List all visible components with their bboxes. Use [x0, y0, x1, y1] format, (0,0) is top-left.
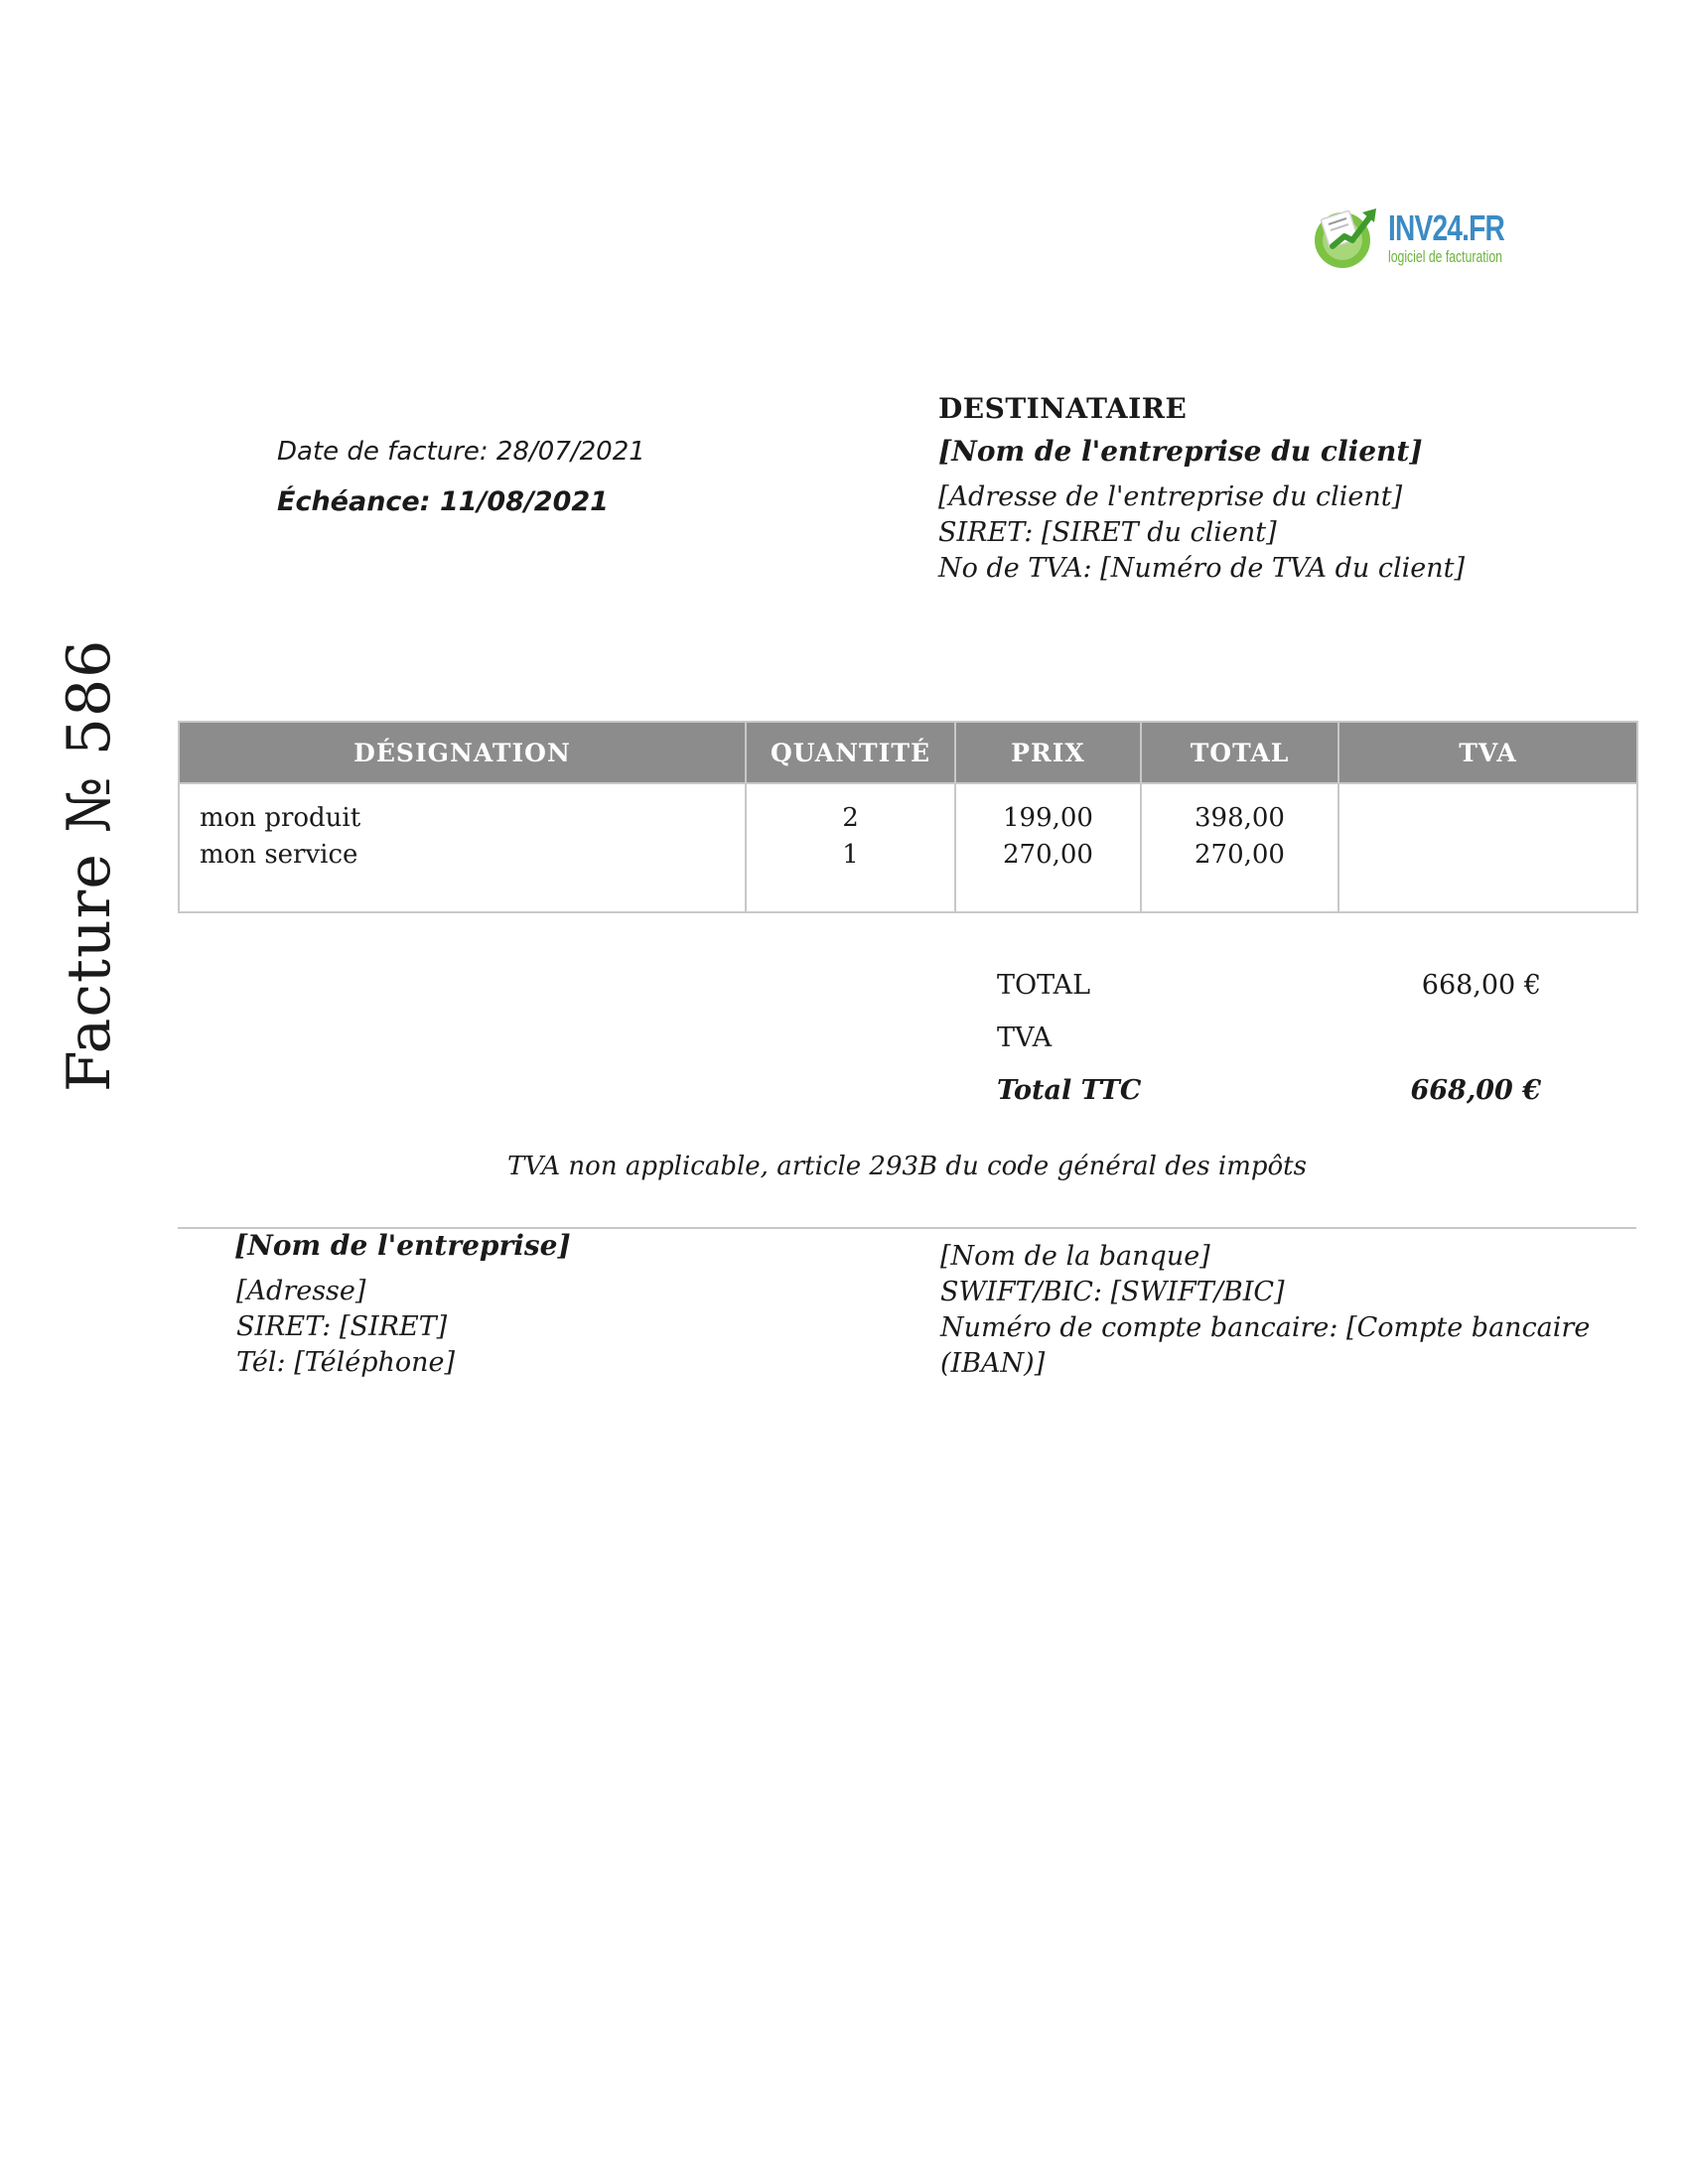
- header-vat: TVA: [1338, 722, 1637, 783]
- vat-row: [997, 1012, 1553, 1064]
- header-price: PRIX: [955, 722, 1141, 783]
- total-value: 668,00 €: [1421, 970, 1541, 1001]
- header-total: TOTAL: [1141, 722, 1338, 783]
- bank-details: [940, 1239, 1590, 1382]
- quantity-cell: [746, 783, 955, 912]
- logo-tagline: logiciel de facturation: [1388, 247, 1502, 266]
- logo-brand: INV24.FR: [1388, 207, 1505, 248]
- table-header-row: [179, 722, 1637, 783]
- item-price: 270,00: [1003, 840, 1093, 870]
- vat-exemption-note: TVA non applicable, article 293B du code général des impôts: [507, 1152, 1307, 1181]
- item-designation: mon service: [200, 840, 358, 870]
- client-siret: SIRET: [SIRET du client]: [938, 517, 1277, 548]
- company-phone: Tél: [Téléphone]: [236, 1347, 456, 1378]
- vat-label: TVA: [997, 1023, 1053, 1053]
- ttc-row: [997, 1064, 1553, 1117]
- totals-block: [997, 959, 1553, 1117]
- item-quantity: 1: [842, 840, 859, 870]
- due-date: Échéance: 11/08/2021: [277, 486, 609, 517]
- client-details: [938, 479, 1465, 587]
- item-designation: mon produit: [200, 803, 361, 833]
- bank-swift: SWIFT/BIC: [SWIFT/BIC]: [940, 1277, 1285, 1307]
- ttc-value: 668,00 €: [1410, 1075, 1541, 1106]
- bank-account: Numéro de compte bancaire: [Compte bancaire: [940, 1312, 1591, 1343]
- item-total: 270,00: [1195, 840, 1285, 870]
- designation-cell: [179, 783, 746, 912]
- header-quantity: QUANTITÉ: [746, 722, 955, 783]
- company-siret: SIRET: [SIRET]: [236, 1311, 448, 1342]
- invoice-date: Date de facture: 28/07/2021: [277, 437, 645, 467]
- total-row: [997, 959, 1553, 1012]
- company-address: [Adresse]: [236, 1276, 366, 1306]
- table-row: [179, 783, 1637, 912]
- bank-name: [Nom de la banque]: [940, 1241, 1210, 1272]
- header-designation: DÉSIGNATION: [179, 722, 746, 783]
- item-price: 199,00: [1003, 803, 1093, 833]
- item-total: 398,00: [1195, 803, 1285, 833]
- item-quantity: 2: [842, 803, 859, 833]
- total-label: TOTAL: [997, 970, 1091, 1001]
- client-name: [Nom de l'entreprise du client]: [938, 435, 1423, 468]
- inv24-logo: [1309, 203, 1388, 272]
- company-name: [Nom de l'entreprise]: [234, 1229, 571, 1262]
- bank-account-iban: (IBAN)]: [940, 1348, 1046, 1379]
- company-details: [236, 1274, 455, 1381]
- recipient-heading: DESTINATAIRE: [938, 392, 1188, 425]
- price-cell: [955, 783, 1141, 912]
- client-vat-number: No de TVA: [Numéro de TVA du client]: [938, 553, 1466, 584]
- total-cell: [1141, 783, 1338, 912]
- ttc-label: Total TTC: [997, 1075, 1142, 1106]
- invoice-title: Facture № 586: [55, 638, 124, 1092]
- vat-cell: [1338, 783, 1637, 912]
- items-table: [178, 721, 1638, 913]
- client-address: [Adresse de l'entreprise du client]: [938, 481, 1403, 512]
